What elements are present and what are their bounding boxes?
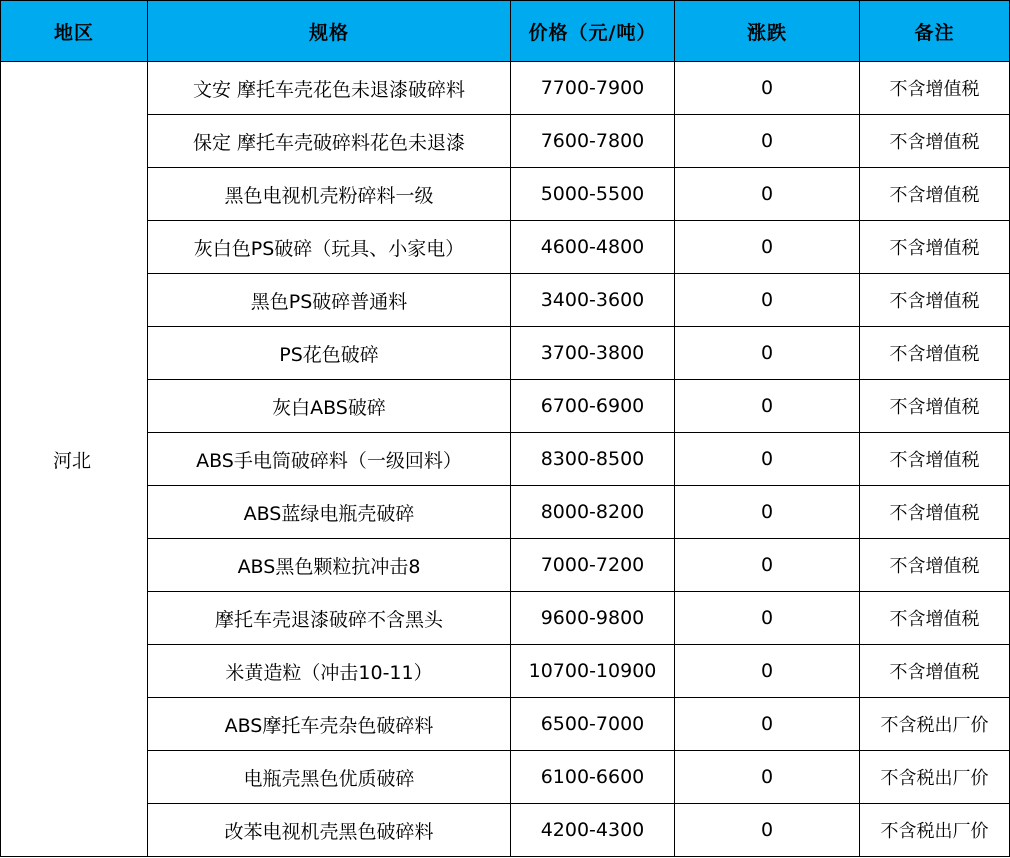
change-cell: 0 [675, 221, 860, 274]
table-body [1, 62, 1010, 857]
spec-cell: 黑色电视机壳粉碎料一级 [148, 168, 511, 221]
table-row [1, 698, 1010, 751]
spec-cell: 米黄造粒（冲击10-11） [148, 645, 511, 698]
note-cell: 不含增值税 [860, 539, 1010, 592]
note-cell: 不含增值税 [860, 592, 1010, 645]
price-cell: 4600-4800 [511, 221, 675, 274]
price-cell: 6700-6900 [511, 380, 675, 433]
note-cell: 不含增值税 [860, 221, 1010, 274]
spec-cell: PS花色破碎 [148, 327, 511, 380]
header-region: 地区 [1, 1, 148, 62]
table-row [1, 62, 1010, 115]
note-cell: 不含增值税 [860, 380, 1010, 433]
price-cell: 8000-8200 [511, 486, 675, 539]
note-cell: 不含增值税 [860, 327, 1010, 380]
table-row [1, 327, 1010, 380]
price-cell: 9600-9800 [511, 592, 675, 645]
spec-cell: 改苯电视机壳黑色破碎料 [148, 804, 511, 857]
table-row [1, 645, 1010, 698]
price-cell: 7700-7900 [511, 62, 675, 115]
change-cell: 0 [675, 698, 860, 751]
price-cell: 10700-10900 [511, 645, 675, 698]
table-row [1, 274, 1010, 327]
change-cell: 0 [675, 62, 860, 115]
table-row [1, 751, 1010, 804]
price-cell: 7000-7200 [511, 539, 675, 592]
note-cell: 不含税出厂价 [860, 751, 1010, 804]
price-cell: 6100-6600 [511, 751, 675, 804]
spec-cell: ABS黑色颗粒抗冲击8 [148, 539, 511, 592]
change-cell: 0 [675, 645, 860, 698]
spec-cell: ABS手电筒破碎料（一级回料） [148, 433, 511, 486]
change-cell: 0 [675, 804, 860, 857]
change-cell: 0 [675, 274, 860, 327]
change-cell: 0 [675, 327, 860, 380]
spec-cell: 电瓶壳黑色优质破碎 [148, 751, 511, 804]
spec-cell: 保定 摩托车壳破碎料花色未退漆 [148, 115, 511, 168]
price-cell: 7600-7800 [511, 115, 675, 168]
spec-cell: 文安 摩托车壳花色未退漆破碎料 [148, 62, 511, 115]
change-cell: 0 [675, 592, 860, 645]
note-cell: 不含增值税 [860, 62, 1010, 115]
table-row [1, 804, 1010, 857]
note-cell: 不含增值税 [860, 433, 1010, 486]
spec-cell: 灰白色PS破碎（玩具、小家电） [148, 221, 511, 274]
price-cell: 8300-8500 [511, 433, 675, 486]
table-row [1, 486, 1010, 539]
spec-cell: ABS摩托车壳杂色破碎料 [148, 698, 511, 751]
note-cell: 不含增值税 [860, 274, 1010, 327]
price-cell: 3400-3600 [511, 274, 675, 327]
table-row [1, 380, 1010, 433]
table-row [1, 592, 1010, 645]
note-cell: 不含增值税 [860, 486, 1010, 539]
header-note: 备注 [860, 1, 1010, 62]
header-row [1, 1, 1010, 62]
change-cell: 0 [675, 380, 860, 433]
note-cell: 不含增值税 [860, 168, 1010, 221]
price-cell: 4200-4300 [511, 804, 675, 857]
price-cell: 3700-3800 [511, 327, 675, 380]
change-cell: 0 [675, 751, 860, 804]
change-cell: 0 [675, 539, 860, 592]
spec-cell: 摩托车壳退漆破碎不含黑头 [148, 592, 511, 645]
table-header [1, 1, 1010, 62]
note-cell: 不含增值税 [860, 115, 1010, 168]
region-cell: 河北 [1, 62, 148, 857]
spec-cell: 灰白ABS破碎 [148, 380, 511, 433]
header-price: 价格（元/吨） [511, 1, 675, 62]
change-cell: 0 [675, 115, 860, 168]
table-row [1, 221, 1010, 274]
note-cell: 不含增值税 [860, 645, 1010, 698]
price-cell: 5000-5500 [511, 168, 675, 221]
note-cell: 不含税出厂价 [860, 698, 1010, 751]
header-change: 涨跌 [675, 1, 860, 62]
table-row [1, 168, 1010, 221]
header-spec: 规格 [148, 1, 511, 62]
price-cell: 6500-7000 [511, 698, 675, 751]
change-cell: 0 [675, 486, 860, 539]
spec-cell: ABS蓝绿电瓶壳破碎 [148, 486, 511, 539]
spec-cell: 黑色PS破碎普通料 [148, 274, 511, 327]
change-cell: 0 [675, 433, 860, 486]
note-cell: 不含税出厂价 [860, 804, 1010, 857]
table-row [1, 539, 1010, 592]
change-cell: 0 [675, 168, 860, 221]
table-row [1, 115, 1010, 168]
table-row [1, 433, 1010, 486]
